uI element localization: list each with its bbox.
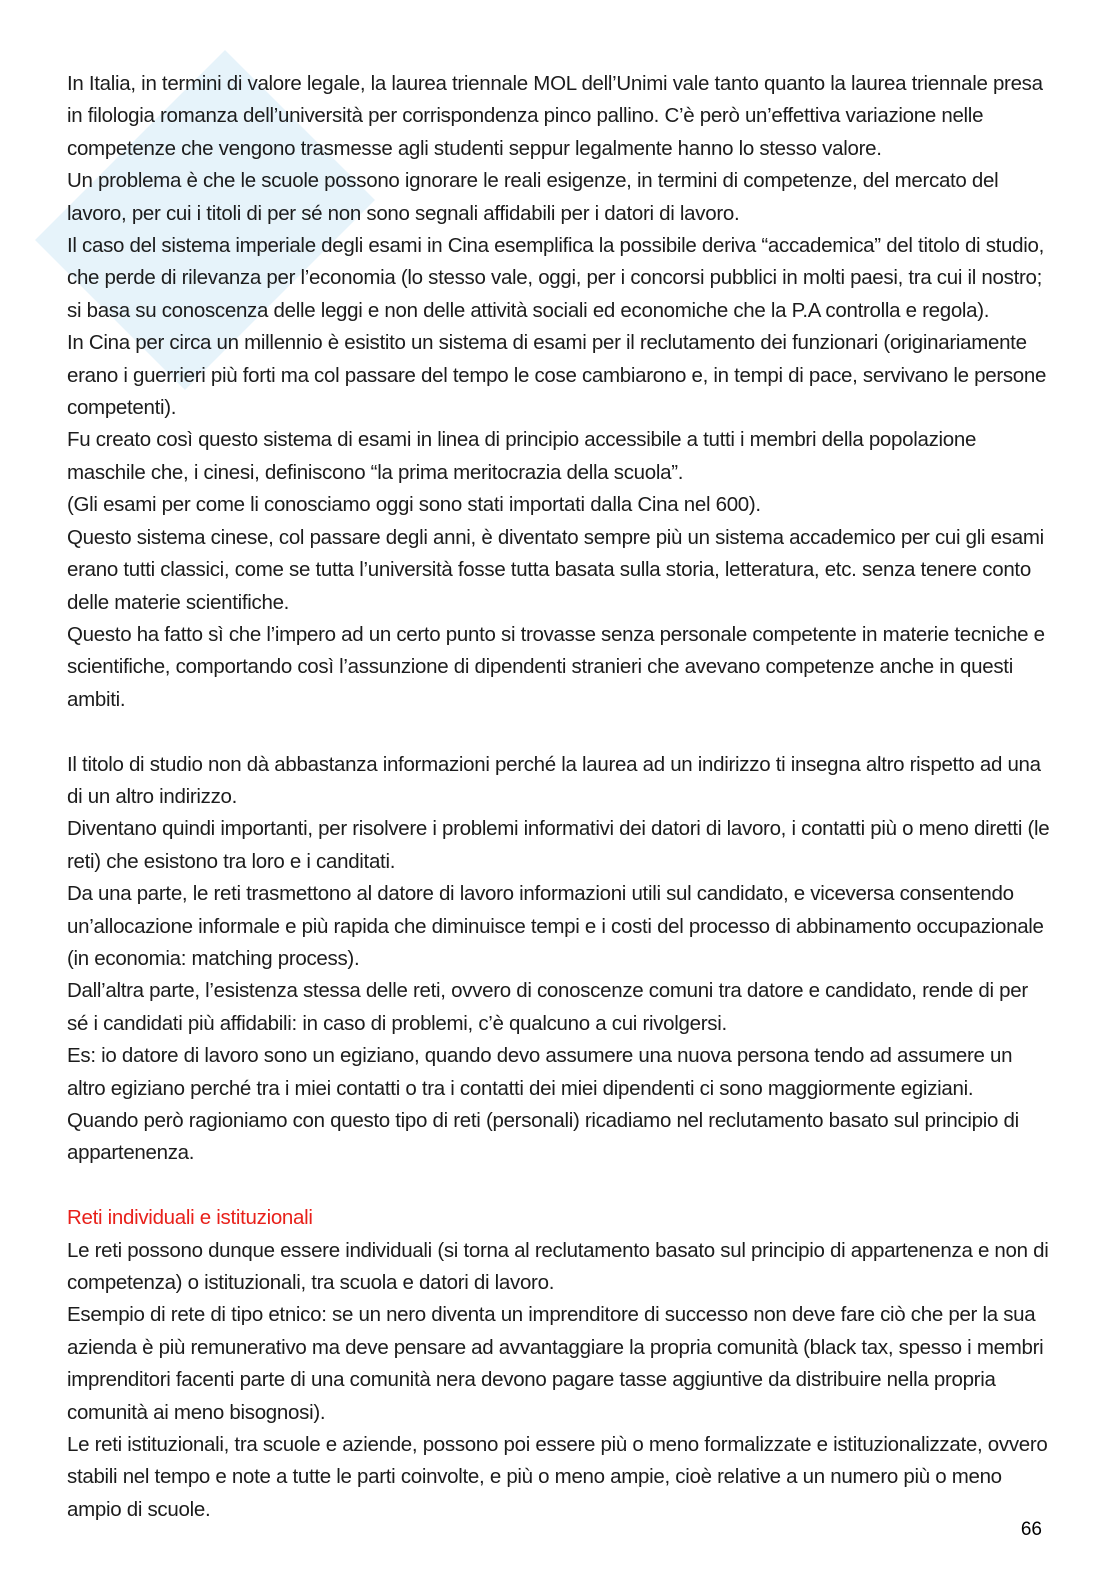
paragraph: Un problema è che le scuole possono ignorare le reali esigenze, in termini di competenze, del mercato del lavoro, per cui i titoli di per sé non sono segnali affidabili per i datori di lavoro. — [67, 169, 999, 225]
paragraph: Da una parte, le reti trasmettono al datore di lavoro informazioni utili sul candidato, e viceversa consentendo un’allocazione informale e più rapida che diminuisce tempi e i costi del processo di abbinamento occupazionale (in economia: matching process). — [67, 882, 1044, 970]
paragraph: Dall’altra parte, l’esistenza stessa delle reti, ovvero di conoscenze comuni tra datore e candidato, rende di per sé i candidati più affidabili: in caso di problemi, c’è qualcuno a cui rivolgersi. — [67, 979, 1028, 1035]
paragraph: Il caso del sistema imperiale degli esami in Cina esemplifica la possibile deriva “accademica” del titolo di studio, che perde di rilevanza per l’economia (lo stesso vale, oggi, per i concorsi pubblici in molti paesi, tra cui il nostro; si basa su conoscenza delle leggi e non delle attività sociali ed economiche che la P.A controlla e regola). — [67, 234, 1044, 322]
page-number: 66 — [1020, 1519, 1042, 1540]
paragraph-gap — [67, 1170, 1052, 1202]
section-heading: Reti individuali e istituzionali — [67, 1206, 313, 1230]
paragraph: Fu creato così questo sistema di esami in linea di principio accessibile a tutti i membri della popolazione maschile che, i cinesi, definiscono “la prima meritocrazia della scuola”. — [67, 428, 977, 484]
paragraph-gap — [67, 716, 1052, 748]
paragraph: In Italia, in termini di valore legale, la laurea triennale MOL dell’Unimi vale tanto quanto la laurea triennale presa in filologia romanza dell’università per corrispondenza pinco pallino. C’è però un’effettiva variazione nelle competenze che vengono trasmesse agli studenti seppur legalmente hanno lo stesso valore. — [67, 72, 1043, 160]
paragraph: Diventano quindi importanti, per risolvere i problemi informativi dei datori di lavoro, i contatti più o meno diretti (le reti) che esistono tra loro e i canditati. — [67, 817, 1050, 873]
paragraph: Le reti possono dunque essere individuali (si torna al reclutamento basato sul principio di appartenenza e non di competenza) o istituzionali, tra scuola e datori di lavoro. — [67, 1238, 1049, 1294]
document-body — [67, 68, 1052, 1526]
paragraph: Questo ha fatto sì che l’impero ad un certo punto si trovasse senza personale competente in materie tecniche e scientifiche, comportando così l’assunzione di dipendenti stranieri che avevano competenze anche in questi ambiti. — [67, 622, 1045, 711]
paragraph: Le reti istituzionali, tra scuole e aziende, possono poi essere più o meno formalizzate e istituzionalizzate, ovvero stabili nel tempo e note a tutte le parti coinvolte, e più o meno ampie, cioè relative a un numero più o meno ampio di scuole. — [67, 1433, 1048, 1521]
paragraph: Esempio di rete di tipo etnico: se un nero diventa un imprenditore di successo non deve fare ciò che per la sua azienda è più remunerativo ma deve pensare ad avvantaggiare la propria comunità (black tax, spesso i membri imprenditori facenti parte di una comunità nera devono pagare tasse aggiuntive da distribuire nella propria comunità ai meno bisognosi). — [67, 1303, 1044, 1424]
paragraph: Il titolo di studio non dà abbastanza informazioni perché la laurea ad un indirizzo ti insegna altro rispetto ad una di un altro indirizzo. — [67, 752, 1041, 808]
paragraph: Questo sistema cinese, col passare degli anni, è diventato sempre più un sistema accademico per cui gli esami erano tutti classici, come se tutta l’università fosse tutta basata sulla storia, letteratura, etc. senza tenere conto delle materie scientifiche. — [67, 525, 1044, 614]
paragraph: (Gli esami per come li conosciamo oggi sono stati importati dalla Cina nel 600). — [67, 493, 761, 517]
paragraph: In Cina per circa un millennio è esistito un sistema di esami per il reclutamento dei funzionari (originariamente erano i guerrieri più forti ma col passare del tempo le cose cambiarono e, in tempi di pace, servivano le persone competenti). — [67, 331, 1047, 420]
paragraph: Quando però ragioniamo con questo tipo di reti (personali) ricadiamo nel reclutamento basato sul principio di appartenenza. — [67, 1108, 1019, 1165]
paragraph: Es: io datore di lavoro sono un egiziano, quando devo assumere una nuova persona tendo ad assumere un altro egiziano perché tra i miei contatti o tra i contatti dei miei dipendenti ci sono maggiormente egiziani. — [67, 1044, 1013, 1100]
